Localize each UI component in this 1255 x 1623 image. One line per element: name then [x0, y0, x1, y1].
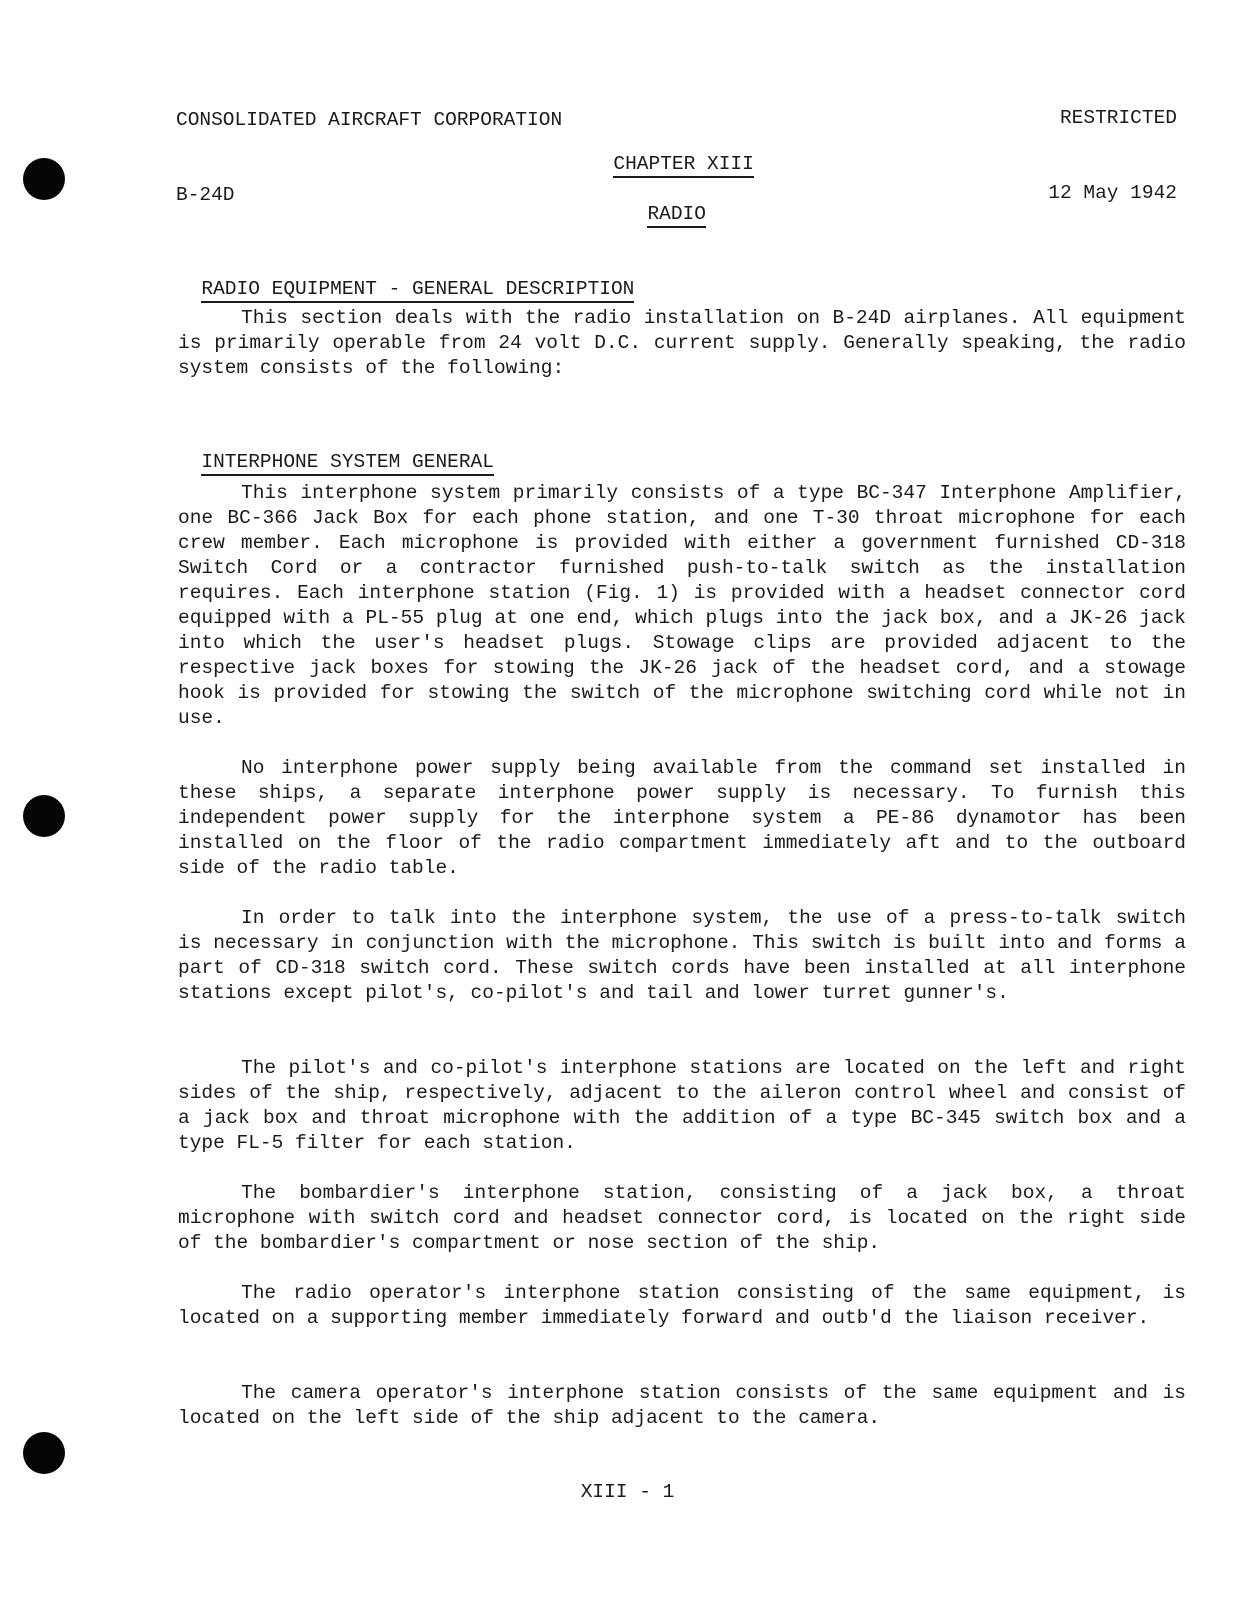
chapter-number — [590, 131, 754, 175]
chapter-number-text: CHAPTER XIII — [613, 153, 753, 178]
paragraph: The pilot's and co-pilot's interphone stations are located on the left and right sides of the ship, respectively, adjacent to the aileron control wheel and consist of a jack box and throat microphone with the addition of a type BC-345 switch box and a type FL-5 filter for each station. — [178, 1057, 1186, 1154]
paragraph: No interphone power supply being available from the command set installed in these ships, a separate interphone power supply is necessary. To furnish this independent power supply for the interphone system a PE-86 dynamotor has been installed on the floor of the radio compartment immediately aft and to the outboard side of the radio table. — [178, 757, 1186, 879]
binder-hole-bottom — [23, 1432, 65, 1474]
section-heading: INTERPHONE SYSTEM GENERAL — [178, 429, 494, 473]
paragraph: This interphone system primarily consists of a type BC-347 Interphone Amplifier, one BC-366 Jack Box for each phone station, and one T-30 throat microphone for each crew member. Each microphone is provided with either a government furnished CD-318 Switch Cord or a contractor furnished push-to-talk switch as the installation requires. Each interphone station (Fig. 1) is provided with a headset connector cord equipped with a PL-55 plug at one end, which plugs into the jack box, and a JK-26 jack into which the user's headset plugs. Stowage clips are provided adjacent to the respective jack boxes for stowing the JK-26 jack of the headset cord, and a stowage hook is provided for stowing the switch of the microphone switching cord while not in use. — [178, 482, 1186, 729]
aircraft-model: B-24D — [176, 184, 235, 206]
paragraph: The radio operator's interphone station consisting of the same equipment, is located on a supporting member immediately forward and outb'd the liaison receiver. — [178, 1282, 1186, 1329]
header-right — [1048, 56, 1177, 231]
paragraph: This section deals with the radio installation on B-24D airplanes. All equipment is primarily operable from 24 volt D.C. current supply. Generally speaking, the radio system consists of the following: — [178, 307, 1186, 379]
header-left — [176, 58, 562, 233]
document-date: 12 May 1942 — [1048, 182, 1177, 204]
section-heading: RADIO EQUIPMENT - GENERAL DESCRIPTION — [178, 256, 634, 300]
paragraph: The bombardier's interphone station, consisting of a jack box, a throat microphone with switch cord and headset connector cord, is located on the right side of the bombardier's compartment or nose section of the ship. — [178, 1182, 1186, 1254]
paragraph: In order to talk into the interphone system, the use of a press-to-talk switch is necessary in conjunction with the microphone. This switch is built into and forms a part of CD-318 switch cord. These switch cords have been installed at all interphone stations except pilot's, co-pilot's and tail and lower turret gunner's. — [178, 907, 1186, 1004]
paragraph: The camera operator's interphone station consists of the same equipment and is located on the left side of the ship adjacent to the camera. — [178, 1382, 1186, 1429]
binder-hole-middle — [23, 795, 65, 837]
company-name: CONSOLIDATED AIRCRAFT CORPORATION — [176, 109, 563, 131]
binder-hole-top — [23, 158, 65, 200]
classification-mark: RESTRICTED — [1059, 107, 1177, 129]
chapter-title — [590, 181, 740, 225]
chapter-title-text: RADIO — [647, 203, 706, 228]
page-number: XIII - 1 — [580, 1481, 675, 1503]
